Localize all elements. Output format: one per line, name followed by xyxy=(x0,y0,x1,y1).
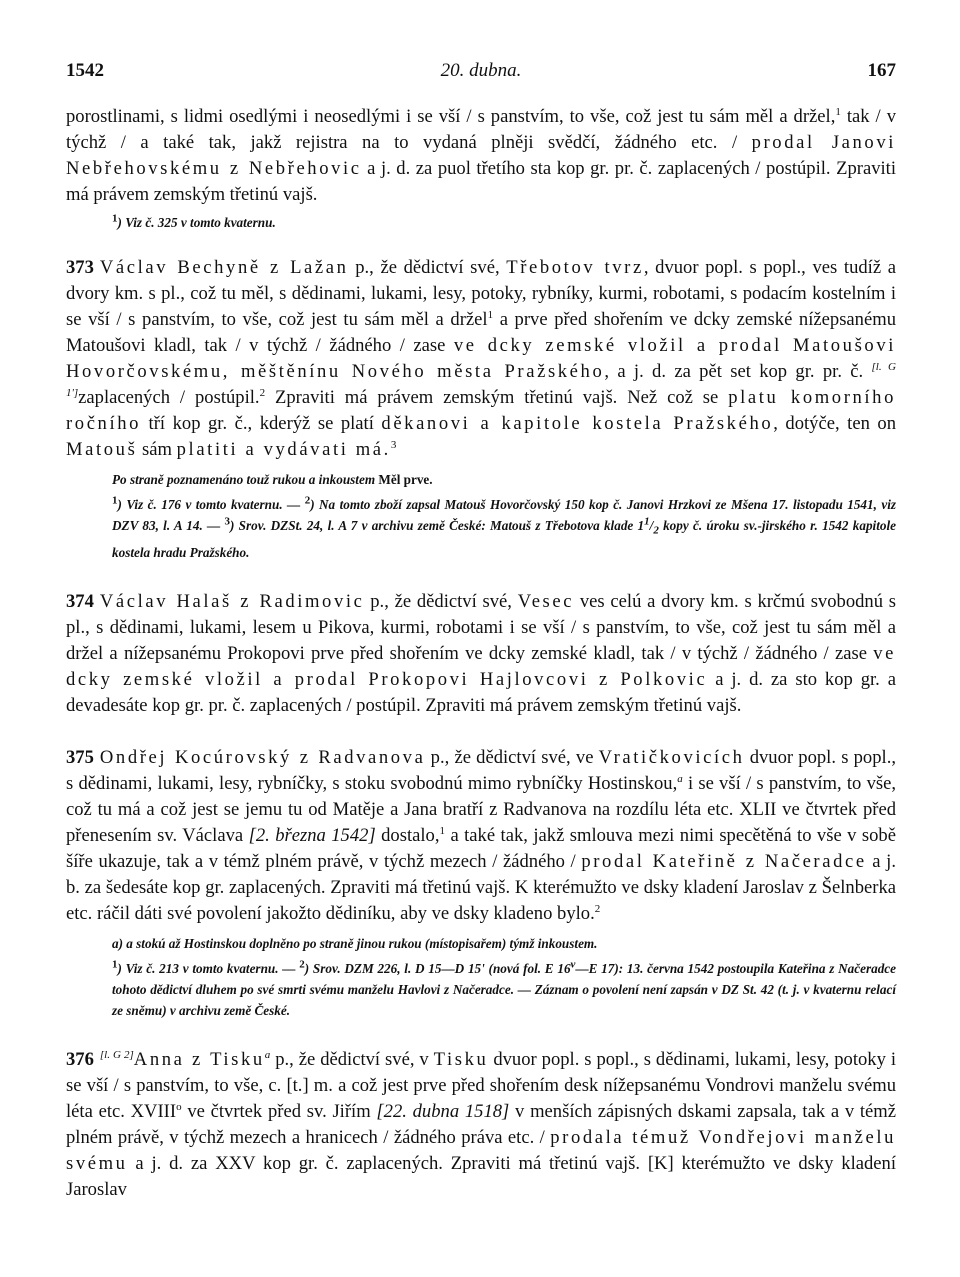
text-run: p., že dědictví své, v xyxy=(270,1048,434,1070)
fraction-denominator: 2 xyxy=(653,524,659,537)
text-run-spaced: Vesec xyxy=(517,590,575,612)
text-run: zaplacených / postúpil. xyxy=(78,387,260,408)
date-gloss: [2. března 1542] xyxy=(248,824,376,846)
entry-text xyxy=(66,589,896,719)
footnote-ref: 1 xyxy=(487,308,494,321)
editorial-note xyxy=(112,469,896,490)
text-run: dvuor popl. s popl., s dědinami, lukami, lesy, potoky i se vší / s panstvím, to vše, c. [t.] m. a což jest prve před shořením desk nížepsanému Vondrovi manželu svému léta etc. XVIII xyxy=(66,1048,897,1122)
text-run: sám xyxy=(137,439,177,460)
footnote-mark: 1 xyxy=(112,212,118,225)
entry-text xyxy=(66,255,896,463)
entry-number: 376 xyxy=(66,1048,94,1070)
text-run: a j. d. za XXV kop gr. č. zaplacených. Zpraviti má třetinú vajš. [K] kterémužto ve dsky kladení Jaroslav xyxy=(66,1152,896,1200)
text-run: dvuor popl. s popl., s dědinami, lukami, lesy, rybníčky, s stoku svobodnú mimo rybníčky Hostinskou, xyxy=(66,746,896,794)
text-run: a j. d. za sto kop gr. a devadesáte kop gr. pr. č. zaplacených / postúpil. Zpraviti má právem zemským třetinú vajš. xyxy=(66,668,896,716)
text-run-spaced: Ondřej Kocúrovský z Radvanova xyxy=(99,746,426,768)
text-run-spaced: Anna z Tisku xyxy=(133,1048,265,1070)
text-run: a také tak, jakž smlouva mezi nimi specětěná to vše v sobě šíře ukazuje, tak a v témž plném právě, v týchž mezech / žádného / xyxy=(66,824,896,872)
folio-reference: [l. G 1'] xyxy=(66,360,896,399)
date-gloss: [22. dubna 1518] xyxy=(376,1100,510,1122)
fraction-numerator: 1 xyxy=(644,515,650,528)
text-run-spaced: prodal Janovi Nebřehovskému z Nebřehovic xyxy=(66,132,896,179)
text-run-spaced: prodala témuž Vondřejovi manželu svému xyxy=(66,1126,896,1174)
entry-375 xyxy=(66,745,896,1021)
continuation-paragraph xyxy=(66,104,896,208)
entry-374 xyxy=(66,589,896,719)
note-ref: a xyxy=(677,772,683,785)
text-run-spaced: Matouš xyxy=(66,439,138,460)
text-run: i se vší / s panstvím, to vše, což tu má a což jest se jemu tu od Matěje a Jana bratří z Radvanova na rozdílu léta etc. XLII ve čtvrtek před přenesením sv. Václava xyxy=(66,772,897,846)
text-run-spaced: ve dcky zemské vložil a prodal Prokopovi Hajlovcovi z Polkovic xyxy=(66,642,896,690)
footnotes xyxy=(112,494,896,563)
page-number: 167 xyxy=(867,60,896,81)
text-run: a prve před shořením ve dcky zemské nížepsanému Matoušovi kladl, tak / v týchž / žádného / zase xyxy=(66,309,896,356)
text-run: a j. b. za šedesáte kop gr. zaplacených. Zpraviti má třetinú vajš. K kterémužto ve dsky kladení Jaroslav z Šelnberka etc. ráčil dáti své povolení jakožto dědiníku, aby ve dsky kladeno bylo. xyxy=(66,850,896,924)
superscript: v xyxy=(570,958,576,971)
text-run-spaced: děkanovi a kapitole kostela Pražského xyxy=(381,413,774,434)
editorial-note xyxy=(112,933,896,954)
text-run: p., že dědictví své, xyxy=(364,590,518,612)
document-page xyxy=(66,60,896,1203)
text-run-spaced: Václav Halaš z Radimovic xyxy=(99,590,365,612)
footnote-mark: 1 xyxy=(112,958,118,971)
folio-reference: [l. G 2] xyxy=(99,1048,134,1061)
text-run-spaced: Tisku xyxy=(433,1048,489,1070)
entry-text xyxy=(66,1047,896,1203)
footnote-mark: 2 xyxy=(299,958,305,971)
footnote-text: kopy č. úroku sv.-jirského r. 1542 kapitole kostela hradu Pražského. xyxy=(112,518,896,560)
footnote-mark: 1 xyxy=(112,494,118,507)
entry-text xyxy=(66,745,896,927)
footnote-text: ) Srov. DZSt. 24, l. A 7 v archivu země České: Matouš z Třebotova klade 1 xyxy=(230,518,645,533)
footnote-ref: 2 xyxy=(594,902,601,915)
text-run: v menších zápisných dskami zapsala, tak a v témž plném právě, v týchž mezech a hranicech / žádného práva etc. / xyxy=(66,1100,897,1148)
text-run-spaced: Vratičkovicích xyxy=(598,746,745,768)
fraction-slash: / xyxy=(649,518,654,533)
footnote-text: ) Na tomto zboží zapsal Matouš Hovorčovský 150 kop č. Janovi Hrzkovi ze Mšena 17. listopadu 1541, viz DZV 83, l. A 14. — xyxy=(112,497,897,533)
footnote-mark: 3 xyxy=(224,515,231,528)
text-run: p., že dědictví své, ve xyxy=(425,746,599,768)
footnote-text: ) Viz č. 213 v tomto kvaternu. — xyxy=(117,960,300,976)
entry-number: 374 xyxy=(66,590,94,612)
entry-376 xyxy=(66,1047,896,1203)
note-text: a) a stokú až Hostinskou doplněno po straně jinou rukou (místopisařem) týmž inkoustem. xyxy=(112,935,598,951)
entry-number: 375 xyxy=(66,746,94,768)
text-run-spaced: prodal Kateřině z Načeradce xyxy=(581,850,867,872)
note-ref: a xyxy=(264,1048,271,1061)
superscript: o xyxy=(176,1100,182,1113)
text-run: , a j. d. za pět set kop gr. pr. č. xyxy=(604,361,872,382)
entry-number: 373 xyxy=(66,257,94,278)
footnote xyxy=(112,212,896,233)
footnotes xyxy=(112,958,896,1021)
entry-373 xyxy=(66,255,896,563)
footnote-text: ) Viz č. 325 v tomto kvaternu. xyxy=(117,215,276,230)
text-run-spaced: platiti a vydávati má. xyxy=(176,439,391,460)
text-run-spaced: Třebotov tvrz xyxy=(506,257,644,278)
text-run: p., že dědictví své, xyxy=(348,257,507,278)
text-run: ve čtvrtek před sv. Jiřím xyxy=(181,1100,377,1122)
header-date: 20. dubna. xyxy=(440,60,522,81)
footnote-mark: 2 xyxy=(304,494,311,507)
text-run: a j. d. za puol třetího sta kop gr. pr. č. zaplacených / postúpil. Zpraviti má právem zemským třetinú vajš. xyxy=(66,158,896,205)
footnote-text: —E 17): 13. června 1542 postoupila Kateřina z Načeradce tohoto dědictví dluhem po své smrti svému manželu Havlovi z Načeradce. — Záznam o povolení není zapsán v DZ St. 42 (t. j. v kvaternu relací ze sněmu) v archivu země České. xyxy=(112,960,896,1018)
text-run-spaced: platu komorního ročního xyxy=(66,387,896,434)
footnote-ref: 2 xyxy=(259,386,266,399)
header-year: 1542 xyxy=(66,60,104,81)
text-run-spaced: Václav Bechyně z Lažan xyxy=(99,257,349,278)
text-run-spaced: ve dcky zemské vložil a prodal Matoušovi Hovorčovskému, měštěnínu Nového města Pražského xyxy=(66,335,896,382)
note-text: Po straně poznamenáno touž rukou a inkoustem xyxy=(112,472,376,487)
footnote-ref: 3 xyxy=(390,438,397,451)
note-text: Měl prve. xyxy=(375,472,433,487)
text-run: Zpraviti má právem zemským třetinú vajš. Než což se xyxy=(265,387,729,408)
text-run: , dvuor popl. s popl., ves tudíž a dvory km. s pl., což tu měl, s dědinami, lukami, lesy, potoky, rybníky, kurmi, robotami, s podacím kostelním i se vší / s panstvím, to vše, což jest tu sám měl a držel xyxy=(66,257,896,330)
text-run: ves celú a dvory km. s krčmú svobodnú s pl., s dědinami, lukami, lesem u Pikova, kurmi, robotami i se vší / s panstvím, to vše, což jest tu sám měl a držel a nížepsanému Prokopovi prve před shořením ve dcky zemské kladl, tak / v týchž / žádného / zase xyxy=(66,590,897,664)
text-run: dostalo, xyxy=(375,824,440,846)
text-run: porostlinami, s lidmi osedlými i neosedlými i se vší / s panstvím, to vše, což jest tu sám měl a držel, xyxy=(66,106,836,127)
running-head xyxy=(66,60,896,90)
footnote-ref: 1 xyxy=(835,105,841,118)
text-run: tří kop gr. č., kderýž se platí xyxy=(141,413,382,434)
footnote-ref: 1 xyxy=(439,824,445,837)
footnote-text: ) Viz č. 176 v tomto kvaternu. — xyxy=(117,497,305,512)
text-run: tak / v týchž / a také tak, jakž rejistra na to vydaná plněji svědčí, žádného etc. / xyxy=(66,106,897,153)
text-run: , dotýče, ten on xyxy=(773,413,896,434)
footnote-text: ) Srov. DZM 226, l. D 15—D 15' (nová fol. E 16 xyxy=(304,960,571,976)
